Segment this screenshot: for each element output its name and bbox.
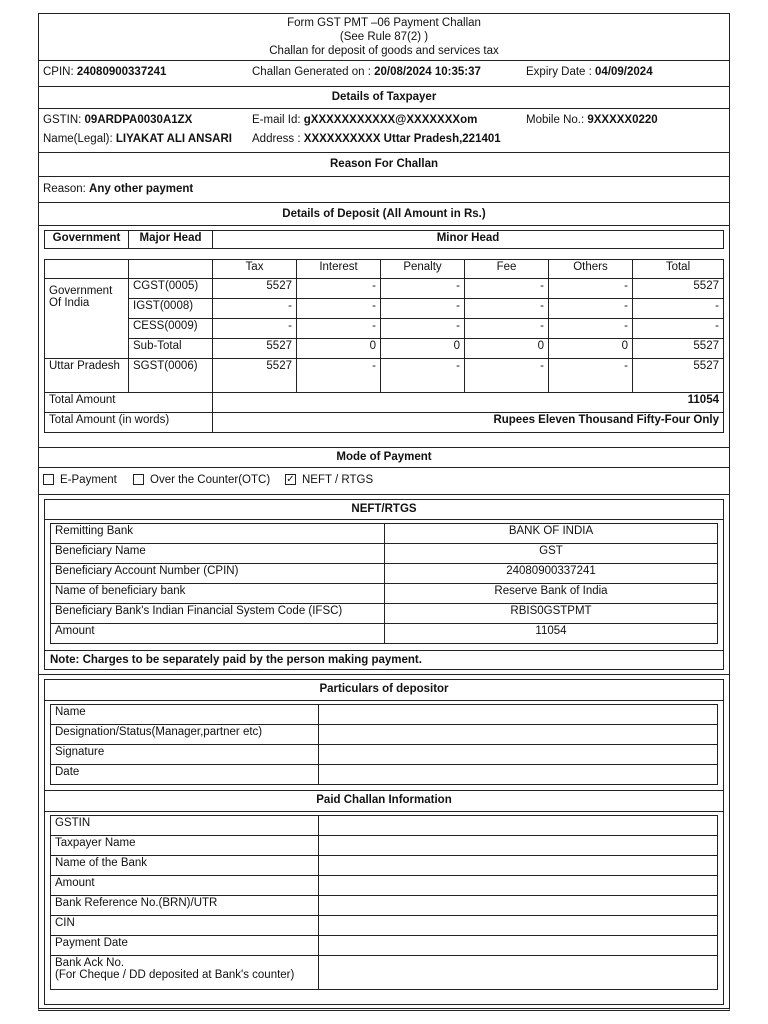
table-row xyxy=(51,916,718,936)
value-cell: - xyxy=(465,359,549,393)
table-row xyxy=(45,319,724,339)
deposit-col-headers xyxy=(45,260,724,279)
paid-label-ack: Bank Ack No. (For Cheque / DD deposited at Bank's counter) xyxy=(51,956,319,990)
paid-label: Payment Date xyxy=(51,936,319,956)
gstin-field: GSTIN: 09ARDPA0030A1ZX xyxy=(43,114,193,126)
paid-value[interactable] xyxy=(319,876,718,896)
value-cell: 5527 xyxy=(213,359,297,393)
value-cell: - xyxy=(465,319,549,339)
address-field: Address : XXXXXXXXXX Uttar Pradesh,221401 xyxy=(252,133,501,145)
paid-value[interactable] xyxy=(319,956,718,990)
value-cell: - xyxy=(633,299,724,319)
table-row xyxy=(51,956,718,990)
checkbox-icon[interactable] xyxy=(133,474,144,485)
paid-title: Paid Challan Information xyxy=(45,790,723,812)
value-cell: - xyxy=(213,319,297,339)
major-head-cell: CGST(0005) xyxy=(129,279,213,299)
value-cell: - xyxy=(297,319,381,339)
col-interest: Interest xyxy=(297,260,381,279)
value-cell: - xyxy=(549,319,633,339)
table-row xyxy=(51,705,718,725)
col-tax: Tax xyxy=(213,260,297,279)
deposit-table xyxy=(44,259,724,433)
value-cell: - xyxy=(549,279,633,299)
generated-field: Challan Generated on : 20/08/2024 10:35:37 xyxy=(252,66,481,78)
value-cell: - xyxy=(465,299,549,319)
paid-value[interactable] xyxy=(319,916,718,936)
value-cell: - xyxy=(465,279,549,299)
depositor-table xyxy=(50,704,718,785)
depositor-value[interactable] xyxy=(319,725,718,745)
form-title: Form GST PMT –06 Payment Challan xyxy=(287,17,481,29)
neft-label: Remitting Bank xyxy=(51,524,385,544)
neft-label: Beneficiary Account Number (CPIN) xyxy=(51,564,385,584)
major-head-cell: CESS(0009) xyxy=(129,319,213,339)
table-row xyxy=(51,876,718,896)
paid-label: Name of the Bank xyxy=(51,856,319,876)
form-header xyxy=(38,13,730,61)
cpin-field: CPIN: 24080900337241 xyxy=(43,66,167,78)
depositor-label: Designation/Status(Manager,partner etc) xyxy=(51,725,319,745)
form-rule: (See Rule 87(2) ) xyxy=(339,31,429,43)
col-penalty: Penalty xyxy=(381,260,465,279)
neft-label: Beneficiary Bank's Indian Financial System Code (IFSC) xyxy=(51,604,385,624)
paid-label: Taxpayer Name xyxy=(51,836,319,856)
goi-label: Government Of India xyxy=(45,279,129,359)
up-label: Uttar Pradesh xyxy=(45,359,129,393)
table-row xyxy=(45,299,724,319)
depositor-box xyxy=(44,679,724,1005)
col-others: Others xyxy=(549,260,633,279)
neft-label: Amount xyxy=(51,624,385,644)
neft-value: Reserve Bank of India xyxy=(385,584,718,604)
neft-value: GST xyxy=(385,544,718,564)
value-cell: - xyxy=(381,279,465,299)
value-cell: - xyxy=(549,359,633,393)
neft-box xyxy=(44,499,724,670)
total-words-label: Total Amount (in words) xyxy=(45,413,213,433)
table-row xyxy=(51,765,718,785)
value-cell: - xyxy=(381,299,465,319)
table-row xyxy=(51,564,718,584)
major-head-header: Major Head xyxy=(129,231,213,249)
taxpayer-details xyxy=(38,109,730,153)
subtotal-row xyxy=(45,339,724,359)
value-cell: - xyxy=(213,299,297,319)
value-cell: - xyxy=(381,319,465,339)
depositor-title: Particulars of depositor xyxy=(45,680,723,701)
neft-table xyxy=(50,523,718,644)
depositor-value[interactable] xyxy=(319,765,718,785)
table-row xyxy=(45,279,724,299)
table-row xyxy=(51,856,718,876)
col-fee: Fee xyxy=(465,260,549,279)
paid-value[interactable] xyxy=(319,896,718,916)
major-head-cell: IGST(0008) xyxy=(129,299,213,319)
value-cell: 0 xyxy=(381,339,465,359)
value-cell: - xyxy=(297,299,381,319)
legal-name-field: Name(Legal): LIYAKAT ALI ANSARI xyxy=(43,133,232,145)
paid-value[interactable] xyxy=(319,856,718,876)
neft-value: 11054 xyxy=(385,624,718,644)
value-cell: - xyxy=(381,359,465,393)
neft-value: 24080900337241 xyxy=(385,564,718,584)
table-row xyxy=(51,745,718,765)
value-cell: - xyxy=(297,359,381,393)
value-cell: 5527 xyxy=(213,339,297,359)
form-subtitle: Challan for deposit of goods and services tax xyxy=(269,45,499,57)
checked-checkbox-icon[interactable]: ✓ xyxy=(286,474,295,486)
depositor-section xyxy=(38,675,730,1011)
paid-label: Bank Reference No.(BRN)/UTR xyxy=(51,896,319,916)
option-epayment[interactable]: E-Payment xyxy=(43,474,117,486)
option-otc[interactable]: Over the Counter(OTC) xyxy=(133,474,270,486)
neft-label: Beneficiary Name xyxy=(51,544,385,564)
government-header: Government xyxy=(45,231,129,249)
table-row xyxy=(51,584,718,604)
deposit-header-table xyxy=(44,230,724,249)
neft-value: RBIS0GSTPMT xyxy=(385,604,718,624)
value-cell: 0 xyxy=(465,339,549,359)
table-row xyxy=(51,624,718,644)
payment-mode-title: Mode of Payment xyxy=(38,448,730,468)
mobile-field: Mobile No.: 9XXXXX0220 xyxy=(526,114,658,126)
taxpayer-section-title: Details of Taxpayer xyxy=(38,87,730,109)
neft-value: BANK OF INDIA xyxy=(385,524,718,544)
checkbox-icon[interactable] xyxy=(43,474,54,485)
neft-note: Note: Charges to be separately paid by the person making payment. xyxy=(45,650,723,669)
table-row xyxy=(51,725,718,745)
value-cell: 0 xyxy=(549,339,633,359)
col-total: Total xyxy=(633,260,724,279)
table-row xyxy=(51,936,718,956)
value-cell: - xyxy=(633,319,724,339)
reason-section-title: Reason For Challan xyxy=(38,153,730,177)
value-cell: - xyxy=(549,299,633,319)
depositor-label: Name xyxy=(51,705,319,725)
sgst-row xyxy=(45,359,724,393)
paid-label: CIN xyxy=(51,916,319,936)
deposit-section xyxy=(38,203,730,448)
neft-section xyxy=(38,495,730,675)
neft-title: NEFT/RTGS xyxy=(45,500,723,520)
paid-label: Amount xyxy=(51,876,319,896)
depositor-value[interactable] xyxy=(319,705,718,725)
value-cell: 5527 xyxy=(213,279,297,299)
table-row xyxy=(51,896,718,916)
email-field: E-mail Id: gXXXXXXXXXXX@XXXXXXXom xyxy=(252,114,478,126)
table-row xyxy=(51,816,718,836)
paid-table xyxy=(50,815,718,990)
table-row xyxy=(51,524,718,544)
depositor-value[interactable] xyxy=(319,745,718,765)
value-cell: - xyxy=(297,279,381,299)
depositor-label: Signature xyxy=(51,745,319,765)
major-head-cell: SGST(0006) xyxy=(129,359,213,393)
value-cell: 0 xyxy=(297,339,381,359)
depositor-label: Date xyxy=(51,765,319,785)
value-cell: 5527 xyxy=(633,279,724,299)
reason-field: Reason: Any other payment xyxy=(43,183,194,195)
paid-value[interactable] xyxy=(319,816,718,836)
value-cell: 5527 xyxy=(633,359,724,393)
value-cell: 5527 xyxy=(633,339,724,359)
paid-value[interactable] xyxy=(319,836,718,856)
table-row xyxy=(51,836,718,856)
total-words-value: Rupees Eleven Thousand Fifty-Four Only xyxy=(213,413,724,433)
table-row xyxy=(51,604,718,624)
paid-label: GSTIN xyxy=(51,816,319,836)
minor-head-header: Minor Head xyxy=(213,231,724,249)
challan-info-row xyxy=(38,61,730,87)
deposit-section-title: Details of Deposit (All Amount in Rs.) xyxy=(39,203,729,226)
table-row xyxy=(51,544,718,564)
payment-mode-options xyxy=(38,468,730,495)
total-words-row xyxy=(45,413,724,433)
paid-value[interactable] xyxy=(319,936,718,956)
total-amount-value: 11054 xyxy=(213,393,724,413)
reason-row xyxy=(38,177,730,203)
total-amount-label: Total Amount xyxy=(45,393,213,413)
expiry-field: Expiry Date : 04/09/2024 xyxy=(526,66,653,78)
major-head-cell: Sub-Total xyxy=(129,339,213,359)
challan-form xyxy=(38,13,730,1011)
total-amount-row xyxy=(45,393,724,413)
option-neft[interactable]: ✓ NEFT / RTGS xyxy=(286,474,374,486)
neft-label: Name of beneficiary bank xyxy=(51,584,385,604)
